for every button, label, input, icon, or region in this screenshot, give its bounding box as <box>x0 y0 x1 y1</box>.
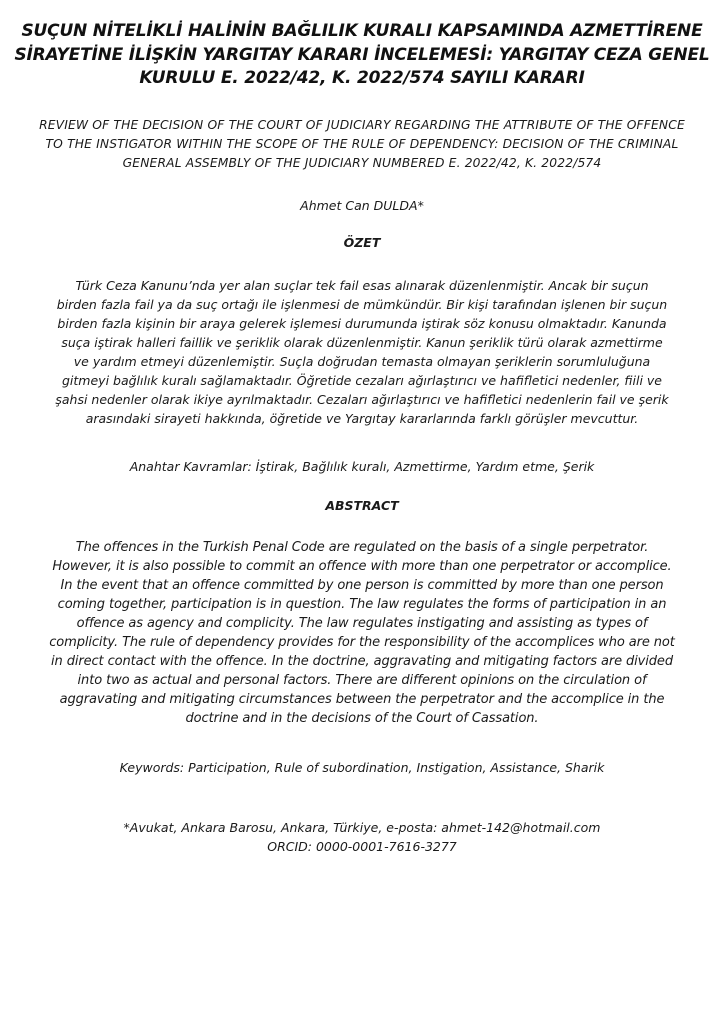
abstract-line: However, it is also possible to commit an offence with more than one perpetrator or accomplice. <box>52 559 672 574</box>
abstract-line: complicity. The rule of dependency provides for the responsibility of the accomplices who are not <box>49 635 675 650</box>
turkish-title-line: SUÇUN NİTELİKLİ HALİNİN BAĞLILIK KURALI KAPSAMINDA AZMETTİRENE <box>21 21 703 41</box>
abstract-line: The offences in the Turkish Penal Code are regulated on the basis of a single perpetrator. <box>75 540 649 555</box>
abstract-line: doctrine and in the decisions of the Court of Cassation. <box>185 711 539 726</box>
turkish-title-line: SİRAYETİNE İLİŞKİN YARGITAY KARARI İNCELEMESİ: YARGITAY CEZA GENEL <box>14 44 710 65</box>
english-keywords: Keywords: Participation, Rule of subordination, Instigation, Assistance, Sharik <box>119 760 605 775</box>
ozet-line: birden fazla fail ya da suç ortağı ile işlenmesi de mümkündür. Bir kişi tarafından işlenen bir suçun <box>56 297 668 312</box>
english-title-line: TO THE INSTIGATOR WITHIN THE SCOPE OF THE RULE OF DEPENDENCY: DECISION OF THE CRIMINAL <box>45 137 679 151</box>
turkish-title-line: KURULU E. 2022/42, K. 2022/574 SAYILI KARARI <box>139 68 585 88</box>
footnote-affiliation: *Avukat, Ankara Barosu, Ankara, Türkiye, e-posta: ahmet-142@hotmail.com <box>123 820 601 835</box>
ozet-line: suça iştirak halleri faillik ve şeriklik olarak düzenlenmiştir. Kanun şeriklik türü olarak azmettirme <box>61 335 663 350</box>
abstract-body <box>0 538 724 728</box>
ozet-heading: ÖZET <box>343 235 381 250</box>
ozet-line: arasındaki sirayeti hakkında, öğretide ve Yargıtay kararlarında farklı görüşler mevcuttur. <box>85 411 639 426</box>
ozet-line: ve yardım etmeyi düzenlemiştir. Suçla doğrudan temasta olmayan şeriklerin sorumluluğuna <box>73 354 651 369</box>
english-title-line: GENERAL ASSEMBLY OF THE JUDICIARY NUMBERED E. 2022/42, K. 2022/574 <box>122 156 602 170</box>
ozet-line: şahsi nedenler olarak ikiye ayrılmaktadır. Cezaları ağırlaştırıcı ve hafifletici nedenlerin fail ve şerik <box>55 392 669 407</box>
abstract-line: aggravating and mitigating circumstances between the perpetrator and the accomplice in the <box>59 692 665 707</box>
abstract-heading: ABSTRACT <box>325 498 399 513</box>
ozet-body <box>0 276 724 428</box>
author-footnote <box>0 818 724 856</box>
ozet-line: gitmeyi bağlılık kuralı sağlamaktadır. Öğretide cezaları ağırlaştırıcı ve hafifletici nedenler, fiili ve <box>62 373 662 388</box>
abstract-line: In the event that an offence committed by one person is committed by more than one person <box>60 578 664 593</box>
footnote-orcid: ORCID: 0000-0001-7616-3277 <box>267 839 457 854</box>
abstract-line: into two as actual and personal factors. There are different opinions on the circulation of <box>77 673 647 688</box>
ozet-line: birden fazla kişinin bir araya gelerek işlemesi durumunda iştirak söz konusu olmaktadır. Kanunda <box>57 316 667 331</box>
ozet-line: Türk Ceza Kanunu’nda yer alan suçlar tek fail esas alınarak düzenlenmiştir. Ancak bir suçun <box>75 278 649 293</box>
author-name: Ahmet Can DULDA* <box>300 198 424 213</box>
abstract-line: in direct contact with the offence. In the doctrine, aggravating and mitigating factors are divided <box>51 654 673 669</box>
turkish-keywords: Anahtar Kavramlar: İştirak, Bağlılık kuralı, Azmettirme, Yardım etme, Şerik <box>129 459 595 474</box>
abstract-line: offence as agency and complicity. The law regulates instigating and assisting as types of <box>76 616 648 631</box>
english-title <box>4 116 720 173</box>
english-title-line: REVIEW OF THE DECISION OF THE COURT OF JUDICIARY REGARDING THE ATTRIBUTE OF THE OFFENCE <box>39 118 685 132</box>
turkish-title <box>8 20 716 91</box>
abstract-line: coming together, participation is in question. The law regulates the forms of participation in an <box>57 597 667 612</box>
